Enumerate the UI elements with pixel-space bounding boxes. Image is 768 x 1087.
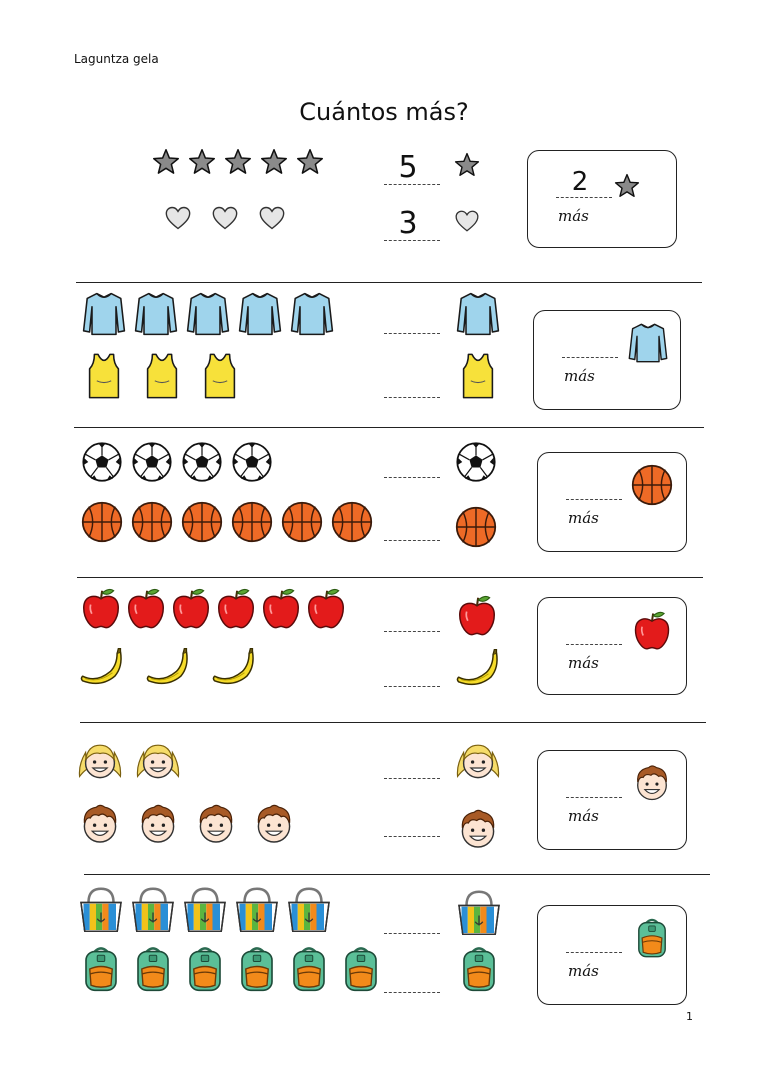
item-group-bottom bbox=[80, 500, 380, 544]
result-box bbox=[537, 750, 687, 850]
beach-bag-icon bbox=[284, 885, 336, 935]
result-box bbox=[527, 150, 677, 248]
result-answer-line[interactable] bbox=[566, 797, 622, 798]
tank-top-icon bbox=[138, 352, 196, 400]
sweater-reference-icon bbox=[454, 290, 502, 338]
girl-face-icon bbox=[76, 738, 134, 786]
star-reference-icon bbox=[454, 152, 480, 178]
result-answer: 2 bbox=[571, 167, 589, 197]
answer-line-top[interactable] bbox=[384, 631, 440, 632]
heart-reference-icon bbox=[454, 208, 480, 234]
banana-reference-icon bbox=[454, 645, 500, 691]
basketball-reference-icon bbox=[454, 505, 498, 549]
basketball-icon bbox=[330, 500, 380, 544]
backpack-icon bbox=[284, 944, 336, 994]
girl-face-icon bbox=[134, 738, 192, 786]
banana-icon bbox=[210, 644, 276, 690]
row-separator bbox=[80, 722, 706, 723]
apple-icon bbox=[123, 585, 168, 631]
tank-top-icon bbox=[196, 352, 254, 400]
soccer-ball-icon bbox=[130, 440, 180, 484]
apple-icon bbox=[168, 585, 213, 631]
star-icon bbox=[260, 148, 296, 176]
answer-top: 5 bbox=[398, 150, 418, 185]
star-result-icon bbox=[614, 173, 640, 199]
star-icon bbox=[188, 148, 224, 176]
heart-icon bbox=[164, 204, 211, 232]
item-group-top bbox=[80, 440, 280, 484]
answer-line-bottom[interactable] bbox=[384, 836, 440, 837]
result-box bbox=[537, 905, 687, 1005]
answer-bottom: 3 bbox=[398, 206, 418, 241]
apple-icon bbox=[303, 585, 348, 631]
result-answer-line[interactable] bbox=[566, 644, 622, 645]
item-group-top bbox=[78, 585, 348, 631]
answer-line-top[interactable] bbox=[384, 333, 440, 334]
result-box bbox=[537, 452, 687, 552]
item-group-top bbox=[76, 885, 336, 935]
page-title: Cuántos más? bbox=[299, 98, 469, 126]
star-icon bbox=[224, 148, 260, 176]
backpack-icon bbox=[128, 944, 180, 994]
boy-face-result-icon bbox=[630, 761, 674, 805]
sweater-icon bbox=[184, 290, 236, 338]
answer-line-top[interactable] bbox=[384, 778, 440, 779]
soccer-ball-icon bbox=[80, 440, 130, 484]
soccer-ball-icon bbox=[230, 440, 280, 484]
page-number: 1 bbox=[686, 1010, 693, 1023]
backpack-result-icon bbox=[630, 916, 674, 960]
item-group-bottom bbox=[78, 644, 276, 690]
row-separator bbox=[74, 427, 704, 428]
backpack-icon bbox=[232, 944, 284, 994]
backpack-reference-icon bbox=[454, 944, 504, 994]
basketball-icon bbox=[180, 500, 230, 544]
boy-face-icon bbox=[250, 800, 308, 848]
result-answer-line[interactable] bbox=[566, 952, 622, 953]
answer-line-top[interactable] bbox=[384, 933, 440, 934]
more-label: más bbox=[568, 654, 599, 672]
item-group-top bbox=[76, 738, 192, 786]
item-group-bottom bbox=[80, 352, 254, 400]
backpack-icon bbox=[336, 944, 388, 994]
more-label: más bbox=[568, 807, 599, 825]
header-label: Laguntza gela bbox=[74, 52, 159, 66]
answer-line-bottom[interactable] bbox=[384, 540, 440, 541]
boy-face-icon bbox=[134, 800, 192, 848]
sweater-icon bbox=[236, 290, 288, 338]
item-group-top bbox=[152, 148, 332, 176]
item-group-top bbox=[80, 290, 340, 338]
heart-icon bbox=[211, 204, 258, 232]
beach-bag-icon bbox=[232, 885, 284, 935]
result-answer-line[interactable] bbox=[566, 499, 622, 500]
result-box bbox=[533, 310, 681, 410]
apple-icon bbox=[78, 585, 123, 631]
beach-bag-icon bbox=[76, 885, 128, 935]
banana-icon bbox=[78, 644, 144, 690]
item-group-bottom bbox=[76, 944, 388, 994]
boy-face-icon bbox=[76, 800, 134, 848]
row-separator bbox=[77, 577, 703, 578]
result-answer-line[interactable] bbox=[562, 357, 618, 358]
tank-top-icon bbox=[80, 352, 138, 400]
apple-result-icon bbox=[630, 608, 674, 652]
sweater-icon bbox=[132, 290, 184, 338]
result-box bbox=[537, 597, 687, 695]
basketball-icon bbox=[130, 500, 180, 544]
backpack-icon bbox=[76, 944, 128, 994]
boy-face-icon bbox=[192, 800, 250, 848]
beach-bag-icon bbox=[180, 885, 232, 935]
apple-icon bbox=[258, 585, 303, 631]
apple-icon bbox=[213, 585, 258, 631]
answer-line-top[interactable] bbox=[384, 477, 440, 478]
item-group-bottom bbox=[76, 800, 308, 848]
more-label: más bbox=[568, 509, 599, 527]
sweater-result-icon bbox=[626, 321, 670, 365]
more-label: más bbox=[558, 207, 589, 225]
star-icon bbox=[296, 148, 332, 176]
star-icon bbox=[152, 148, 188, 176]
beach-bag-icon bbox=[128, 885, 180, 935]
row-separator bbox=[76, 282, 702, 283]
tank-top-reference-icon bbox=[454, 352, 502, 400]
result-answer-line[interactable] bbox=[556, 197, 612, 198]
answer-line-bottom[interactable] bbox=[384, 992, 440, 993]
item-group-bottom bbox=[164, 204, 305, 232]
girl-face-reference-icon bbox=[454, 738, 502, 786]
backpack-icon bbox=[180, 944, 232, 994]
basketball-result-icon bbox=[630, 463, 674, 507]
row-separator bbox=[84, 874, 710, 875]
more-label: más bbox=[564, 367, 595, 385]
heart-icon bbox=[258, 204, 305, 232]
basketball-icon bbox=[230, 500, 280, 544]
banana-icon bbox=[144, 644, 210, 690]
answer-line-bottom[interactable] bbox=[384, 397, 440, 398]
soccer-ball-reference-icon bbox=[454, 440, 498, 484]
basketball-icon bbox=[280, 500, 330, 544]
soccer-ball-icon bbox=[180, 440, 230, 484]
more-label: más bbox=[568, 962, 599, 980]
beach-bag-reference-icon bbox=[454, 888, 504, 938]
apple-reference-icon bbox=[454, 592, 500, 638]
boy-face-reference-icon bbox=[454, 805, 502, 853]
sweater-icon bbox=[80, 290, 132, 338]
sweater-icon bbox=[288, 290, 340, 338]
answer-line-bottom[interactable] bbox=[384, 686, 440, 687]
basketball-icon bbox=[80, 500, 130, 544]
